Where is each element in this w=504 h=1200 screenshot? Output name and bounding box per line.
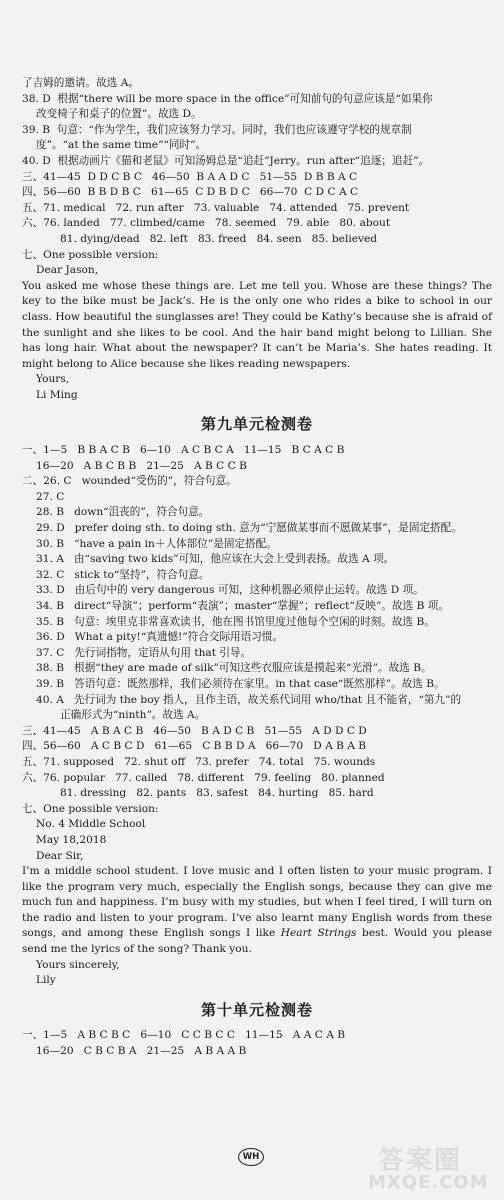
u9-q36: 36. D What a pity!“真遗憾!”符合交际用语习惯。: [36, 631, 284, 644]
u9-essay-label: 七、One possible version:: [22, 802, 159, 815]
unit-9-title: 第九单元检测卷: [200, 415, 313, 434]
u9-q28: 28. B down“沮丧的”，符合句意。: [36, 506, 210, 519]
u9-q38: 38. B 根据“they are made of silk”可知这些衣服应该是摸起来“光滑”。故选 B。: [36, 662, 432, 675]
u10-section-1: 一、1—5 A B C B C 6—10 C C B C C 11—15 A A C A B: [22, 1029, 346, 1042]
u9-section-3: 三、41—45 A B A C B 46—50 B A D C B 51—55 A D D C D: [22, 724, 367, 737]
answers-section-3: 三、41—45 D D C B C 46—50 B A A D C 51—55 D B B A C: [22, 170, 358, 183]
u9-section-1: 一、1—5 B B A C B 6—10 A C B C A 11—15 B C A C B: [22, 444, 345, 457]
u9-essay-song-title: Heart Strings: [280, 927, 357, 940]
u9-essay-body: [22, 864, 492, 958]
explanation-39: 39. B 句意：“作为学生，我们应该努力学习。同时，我们也应该遵守学校的规章制: [22, 123, 412, 136]
essay-label: 七、One possible version:: [22, 248, 159, 261]
explanation-38: 38. D 根据“there will be more space in the office”可知前句的句意应该是“如果你: [22, 92, 433, 105]
u9-section-6-cont: 81. dressing 82. pants 83. safest 84. hurting 85. hard: [60, 787, 374, 800]
u9-q33: 33. D 由后句中的 very dangerous 可知，这种机器必须停止运转。故选 D 项。: [36, 584, 424, 597]
answers-section-6: 六、76. landed 77. climbed/came 78. seemed 79. able 80. about: [22, 217, 391, 230]
u9-q30: 30. B “have a pain in＋人体部位”是固定搭配。: [36, 537, 277, 550]
u9-essay-signature: Lily: [36, 974, 56, 987]
watermark-chinese: 答案圈: [378, 1146, 463, 1176]
u9-q35: 35. B 句意：埃里克非常喜欢读书，他在图书馆里度过他每个空闲的时刻。故选 B。: [36, 615, 435, 628]
explanation-39-cont: 度”。“at the same time”“同时”。: [36, 139, 207, 152]
u9-q29: 29. D prefer doing sth. to doing sth. 意为“宁愿做某事而不愿做某事”，是固定搭配。: [36, 522, 462, 535]
u9-section-4: 四、56—60 A C B C D 61—65 C B B D A 66—70 D A B A B: [22, 740, 367, 753]
u10-section-1-cont: 16—20 C B C B A 21—25 A B A A B: [36, 1045, 247, 1058]
u9-section-6: 六、76. popular 77. called 78. different 79. feeling 80. planned: [22, 771, 385, 784]
publisher-badge: WH: [238, 1148, 264, 1166]
u9-q34: 34. B direct“导演”；perform“表演”；master“掌握”；reflect“反映”。故选 B 项。: [36, 600, 449, 612]
answers-section-5: 五、71. medical 72. run after 73. valuable 74. attended 75. prevent: [22, 201, 410, 214]
answers-section-6-cont: 81. dying/dead 82. left 83. freed 84. seen 85. believed: [60, 232, 378, 245]
u9-essay-text-1: I’m a middle school student. I love music and I often listen to your music program. I like the program very much, especially the English songs, because they can give me much fun and happiness. I’m busy with my studies, but when I feel tired, I will turn on the radio and listen to your program. I’ve also learnt many English words from these songs, and among these English songs I like: [22, 865, 492, 940]
page-content: [22, 76, 492, 1060]
essay-salutation: Dear Jason,: [36, 264, 99, 277]
watermark-url: MXQE.COM: [368, 1172, 489, 1193]
u9-q40-cont: 正确形式为“ninth”。故选 A。: [60, 709, 206, 722]
u9-section-5: 五、71. supposed 72. shut off 73. prefer 74. total 75. wounds: [22, 755, 376, 768]
essay-body: You asked me whose these things are. Let me tell you. Whose are these things? The key to the bike must be Jack’s. He is the only one who rides a bike to school in our class. How beautiful the sunglasses are! They could be Kathy’s because she is afraid of the sunlight and she likes to be cool. And the hair band might belong to Lillian. She has long hair. What about the newspaper? It can’t be Maria’s. She hates reading. It might belong to Alice because she likes reading newspapers.: [22, 279, 492, 370]
u9-section-1-cont: 16—20 A B C B B 21—25 A B C C B: [36, 459, 247, 472]
essay-closing: Yours,: [36, 373, 70, 386]
u9-q37: 37. C 先行词指物，定语从句用 that 引导。: [36, 646, 252, 659]
unit-10-title: 第十单元检测卷: [200, 1000, 313, 1019]
u9-essay-address: No. 4 Middle School: [36, 818, 146, 831]
essay-signature: Li Ming: [36, 388, 78, 401]
explanation-40: 40. D 根据动画片《猫和老鼠》可知汤姆总是“追赶”Jerry。run after“追逐；追赶”。: [22, 154, 430, 167]
u9-essay-closing: Yours sincerely,: [36, 958, 120, 971]
u9-essay-date: May 18,2018: [36, 833, 107, 846]
u9-q40: 40. A 先行词为 the boy 指人，且作主语，故关系代词用 who/that 且不能省，“第九”的: [36, 693, 462, 706]
u9-essay-text-2: best. Would you please send me the lyrics of the song? Thank you.: [22, 927, 492, 956]
u9-q39: 39. B 答语句意：既然那样，我们必须待在家里。in that case“既然那样”。故选 B。: [36, 677, 445, 690]
u9-q26: 二、26. C wounded“受伤的”，符合句意。: [22, 475, 237, 488]
continued-explanation: 了吉姆的邀请。故选 A。: [22, 77, 139, 89]
u9-essay-salutation: Dear Sir,: [36, 849, 84, 862]
site-watermark: [360, 1140, 500, 1196]
u9-q31: 31. A 由“saving two kids”可知，他应该在大会上受到表扬。故选 A 项。: [36, 553, 395, 566]
u9-q27: 27. C: [36, 490, 65, 503]
u9-q32: 32. C stick to“坚持”，符合句意。: [36, 568, 210, 581]
answers-section-4: 四、56—60 B B D B C 61—65 C D B D C 66—70 C D C A C: [22, 186, 359, 199]
explanation-38-cont: 改变椅子和桌子的位置”。故选 D。: [36, 108, 202, 121]
